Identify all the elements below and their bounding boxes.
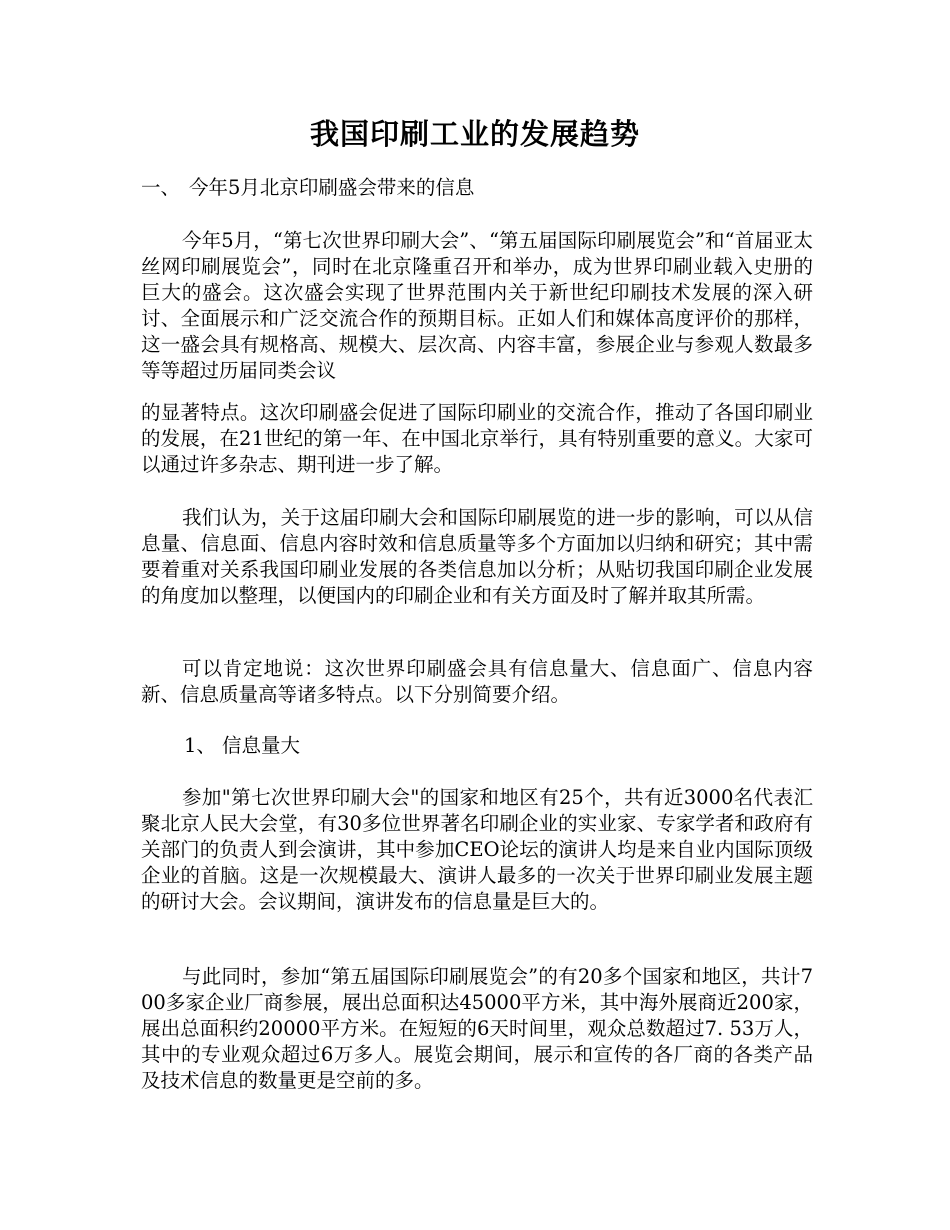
subsection-heading — [184, 733, 804, 759]
paragraph: 的显著特点。这次印刷盛会促进了国际印刷业的交流合作，推动了各国印刷业的发展，在21世纪的第一年、在中国北京举行，具有特别重要的意义。大家可以通过许多杂志、期刊进一步了解。 — [141, 401, 813, 476]
subsection-number: 1、 — [184, 734, 216, 757]
section-heading — [141, 175, 813, 201]
paragraph: 参加"第七次世界印刷大会"的国家和地区有25个，共有近3000名代表汇聚北京人民大会堂，有30多位世界著名印刷企业的实业家、专家学者和政府有关部门的负责人到会演讲，其中参加CEO论坛的演讲人均是来自业内国际顶级企业的首脑。这是一次规模最大、演讲人最多的一次关于世界印刷业发展主题的研讨大会。会议期间，演讲发布的信息量是巨大的。 — [141, 786, 813, 913]
paragraph: 今年5月，“第七次世界印刷大会”、“第五届国际印刷展览会”和“首届亚太丝网印刷展览会”，同时在北京隆重召开和举办，成为世界印刷业载入史册的巨大的盛会。这次盛会实现了世界范围内关于新世纪印刷技术发展的深入研讨、全面展示和广泛交流合作的预期目标。正如人们和媒体高度评价的那样，这一盛会具有规格高、规模大、层次高、内容丰富，参展企业与参观人数最多等等超过历届同类会议 — [141, 229, 813, 382]
paragraph: 与此同时，参加“第五届国际印刷展览会”的有20多个国家和地区，共计700多家企业厂商参展，展出总面积达45000平方米，其中海外展商近200家，展出总面积约20000平方米。在短短的6天时间里，观众总数超过7. 53万人，其中的专业观众超过6万多人。展览会期间，展示和宣传的各厂商的各类产品及技术信息的数量更是空前的多。 — [141, 965, 813, 1092]
paragraph: 可以肯定地说：这次世界印刷盛会具有信息量大、信息面广、信息内容新、信息质量高等诸多特点。以下分别简要介绍。 — [141, 657, 813, 706]
section-number: 一、 — [141, 176, 181, 199]
section-heading-text: 今年5月北京印刷盛会带来的信息 — [189, 176, 475, 199]
subsection-heading-text: 信息量大 — [222, 734, 301, 757]
page-title: 我国印刷工业的发展趋势 — [309, 117, 640, 151]
paragraph: 我们认为，关于这届印刷大会和国际印刷展览的进一步的影响，可以从信息量、信息面、信息内容时效和信息质量等多个方面加以归纳和研究；其中需要着重对关系我国印刷业发展的各类信息加以分析；从贴切我国印刷企业发展的角度加以整理，以便国内的印刷企业和有关方面及时了解并取其所需。 — [141, 506, 813, 607]
